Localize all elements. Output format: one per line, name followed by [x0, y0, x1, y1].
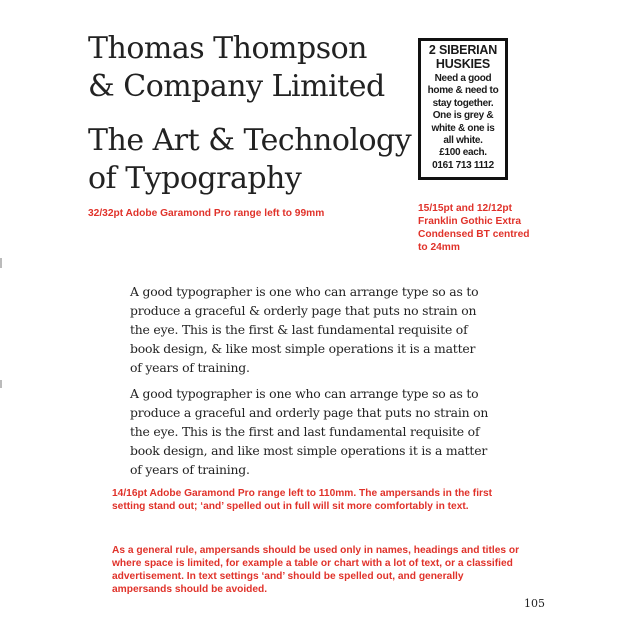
- ad-body-line: £100 each.: [439, 147, 487, 159]
- ampersand-paragraph: [130, 282, 478, 377]
- body-spec-line: 14/16pt Adobe Garamond Pro range left to 110mm. The ampersands in the first: [112, 488, 493, 499]
- heading-line: The Art & Technology: [88, 123, 412, 158]
- ad-title-line: 2 SIBERIAN: [428, 43, 498, 57]
- spelled-out-paragraph: [130, 384, 488, 479]
- ad-body-line: white & one is: [431, 122, 495, 134]
- ad-body-line: stay together.: [432, 97, 494, 109]
- ad-body-line: Need a good: [434, 73, 492, 84]
- ad-body-line: One is grey &: [432, 110, 494, 122]
- heading-line: Thomas Thompson: [88, 31, 367, 66]
- art-heading: [88, 122, 411, 198]
- paragraph-line: A good typographer is one who can arrange type so as to: [130, 284, 479, 299]
- paragraph-line: of years of training.: [130, 360, 250, 375]
- rule-note-line: As a general rule, ampersands should be used only in names, headings and titles or: [112, 545, 520, 556]
- ad-title-line: HUSKIES: [435, 57, 491, 71]
- ad-body-line: home & need to: [427, 85, 499, 97]
- heading-line: & Company Limited: [88, 69, 385, 104]
- ad-spec-line: to 24mm: [418, 242, 460, 253]
- paragraph-line: A good typographer is one who can arrange type so as to: [130, 386, 479, 401]
- ampersand-rule-note: [112, 544, 532, 596]
- edge-mark: [0, 380, 2, 388]
- ad-title: [421, 43, 505, 71]
- rule-note-line: where space is limited, for example a table or chart with a lot of text, or a classified: [112, 558, 513, 569]
- paragraph-line: of years of training.: [130, 462, 250, 477]
- rule-note-line: ampersands should be avoided.: [112, 584, 268, 595]
- paragraph-line: produce a graceful and orderly page that puts no strain on: [130, 405, 489, 420]
- page-number: 105: [524, 597, 545, 610]
- ad-body: [421, 73, 505, 172]
- ad-spec-line: Condensed BT centred: [418, 229, 530, 240]
- body-spec-note: [112, 487, 532, 513]
- ad-spec-line: Franklin Gothic Extra: [418, 216, 522, 227]
- edge-mark: [0, 258, 2, 268]
- paragraph-line: book design, & like most simple operations it is a matter: [130, 341, 476, 356]
- ad-spec-note: [418, 202, 548, 254]
- company-heading: [88, 30, 385, 106]
- paragraph-line: produce a graceful & orderly page that puts no strain on: [130, 303, 477, 318]
- paragraph-line: book design, and like most simple operations it is a matter: [130, 443, 488, 458]
- paragraph-line: the eye. This is the first and last fundamental requisite of: [130, 424, 480, 439]
- ad-spec-line: 15/15pt and 12/12pt: [418, 203, 512, 214]
- heading-line: of Typography: [88, 161, 302, 196]
- classified-ad: [418, 38, 508, 180]
- heading-spec-note: 32/32pt Adobe Garamond Pro range left to 99mm: [88, 208, 325, 219]
- ad-body-line: all white.: [443, 135, 483, 147]
- rule-note-line: advertisement. In text settings ‘and’ should be spelled out, and generally: [112, 571, 464, 582]
- ad-body-line: 0161 713 1112: [432, 159, 494, 171]
- body-spec-line: setting stand out; ‘and’ spelled out in full will sit more comfortably in text.: [112, 501, 469, 512]
- paragraph-line: the eye. This is the first & last fundamental requisite of: [130, 322, 468, 337]
